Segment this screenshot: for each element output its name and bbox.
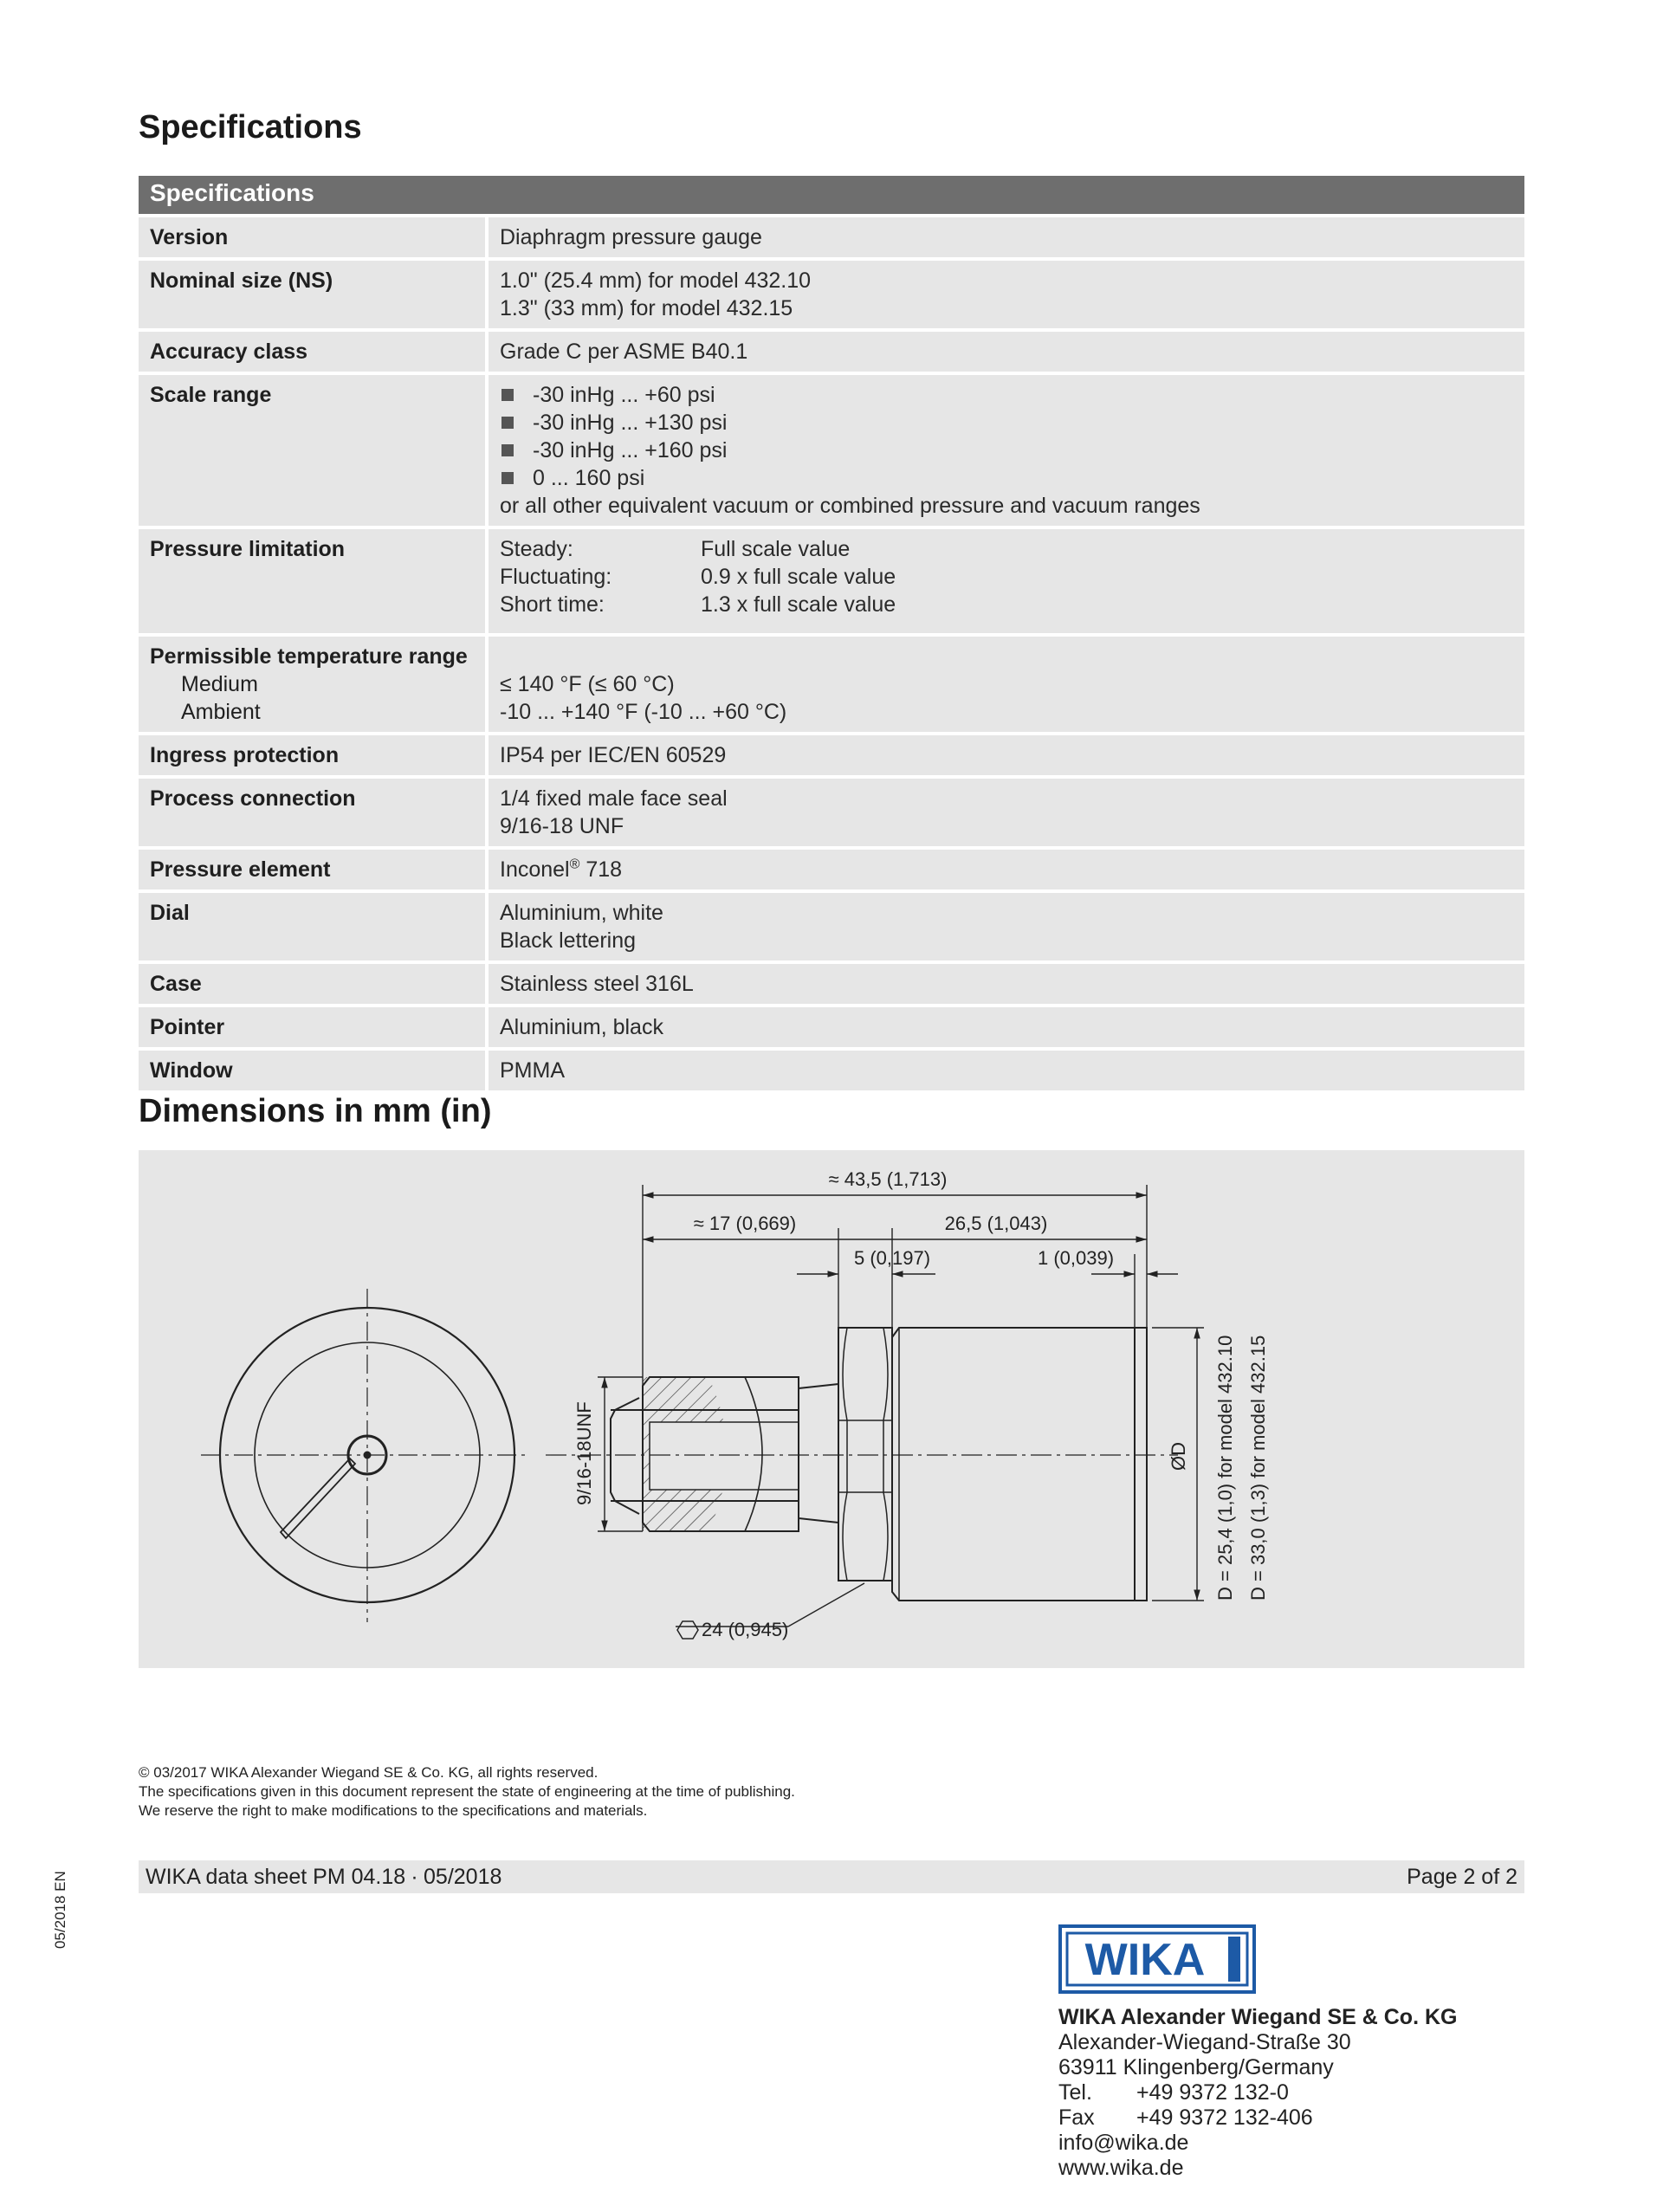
limit-value: Full scale value: [701, 537, 851, 561]
row-label: Ingress protection: [139, 735, 485, 775]
specifications-heading: Specifications: [139, 109, 362, 146]
disclaimer-line: The specifications given in this document represent the state of engineering at the time of publishing.: [139, 1783, 795, 1800]
bullet-item: [500, 381, 1513, 409]
value-line: Aluminium, white: [500, 901, 663, 925]
row-label: Scale range: [139, 375, 485, 526]
bullet-square-icon: [501, 444, 514, 456]
specifications-table: [139, 176, 1524, 1090]
hex-size-label: 24 (0,945): [702, 1619, 789, 1640]
row-label: Pressure limitation: [139, 529, 485, 633]
wika-logo-image: [1058, 1924, 1256, 1994]
page-number: Page 2 of 2: [1407, 1865, 1517, 1889]
bullet-square-icon: [501, 417, 514, 429]
bullet-square-icon: [501, 389, 514, 401]
bullet-text: -30 inHg ... +60 psi: [533, 383, 715, 407]
scale-note: or all other equivalent vacuum or combined pressure and vacuum ranges: [500, 494, 1200, 518]
email-link[interactable]: info@wika.de: [1058, 2131, 1189, 2155]
row-dial: [139, 893, 1524, 960]
hexagon-icon: [677, 1621, 698, 1639]
street: Alexander-Wiegand-Straße 30: [1058, 2030, 1351, 2054]
diameter-label: ØD: [1168, 1442, 1189, 1471]
row-value: Stainless steel 316L: [489, 964, 1524, 1004]
row-pressure-element: [139, 850, 1524, 889]
value-line: 9/16-18 UNF: [500, 814, 624, 838]
value-line: 1.3" (33 mm) for model 432.15: [500, 296, 793, 320]
row-value: IP54 per IEC/EN 60529: [489, 735, 1524, 775]
limit-key: Steady:: [500, 537, 573, 561]
pointer-needle: [281, 1458, 355, 1538]
row-accuracy: [139, 332, 1524, 372]
modifications-line: We reserve the right to make modifications to the specifications and materials.: [139, 1802, 648, 1819]
temperature-label: Permissible temperature range: [150, 644, 468, 669]
limit-line: [500, 563, 1513, 591]
row-value: PMMA: [489, 1051, 1524, 1090]
bullet-item: [500, 409, 1513, 437]
website-link[interactable]: www.wika.de: [1058, 2156, 1184, 2180]
row-temperature: [139, 637, 1524, 732]
hex-flange: [799, 1384, 838, 1523]
ambient-label: Ambient: [181, 700, 261, 724]
table-header: [139, 176, 1524, 214]
row-ingress: [139, 735, 1524, 775]
bullet-item: [500, 437, 1513, 464]
side-edition-code: 05/2018 EN: [52, 1871, 68, 1949]
fax-value: +49 9372 132-406: [1136, 2105, 1313, 2130]
limit-key: Fluctuating:: [500, 565, 612, 589]
company-address: [1058, 2005, 1457, 2181]
dim-17-label: ≈ 17 (0,669): [693, 1213, 797, 1234]
value-line: 1.0" (25.4 mm) for model 432.10: [500, 268, 812, 293]
row-value: [489, 779, 1524, 846]
gauge-front-view: [201, 1289, 530, 1622]
dimension-drawing-panel: [139, 1150, 1524, 1668]
wika-logo: [1058, 1924, 1256, 1994]
footer-bar: [139, 1860, 1524, 1893]
row-value: [489, 893, 1524, 960]
copyright-line: © 03/2017 WIKA Alexander Wiegand SE & Co. KG, all rights reserved.: [139, 1764, 599, 1781]
row-process-connection: [139, 779, 1524, 846]
limit-value: 0.9 x full scale value: [701, 565, 896, 589]
bullet-text: -30 inHg ... +130 psi: [533, 411, 728, 435]
row-nominal-size: [139, 261, 1524, 328]
row-label: Window: [139, 1051, 485, 1090]
row-pointer: [139, 1007, 1524, 1047]
row-value: [489, 529, 1524, 633]
fax-label: Fax: [1058, 2105, 1095, 2130]
value-main: Inconel: [500, 857, 570, 882]
bullet-item: [500, 464, 1513, 492]
nipple-tip: [611, 1398, 639, 1514]
row-value: [489, 637, 1524, 732]
limit-line: [500, 591, 1513, 618]
row-pressure-limitation: [139, 529, 1524, 633]
tel-value: +49 9372 132-0: [1136, 2080, 1289, 2105]
row-label: [139, 637, 485, 732]
ambient-value: -10 ... +140 °F (-10 ... +60 °C): [500, 700, 787, 724]
dim-26-label: 26,5 (1,043): [944, 1213, 1048, 1234]
bullet-text: 0 ... 160 psi: [533, 466, 645, 490]
dim-5-label: 5 (0,197): [853, 1247, 931, 1269]
row-label: Case: [139, 964, 485, 1004]
value-tail: 718: [579, 857, 623, 882]
gauge-side-view: [546, 1328, 1178, 1601]
value-line: 1/4 fixed male face seal: [500, 786, 728, 811]
fax-line: [1058, 2105, 1457, 2131]
bullet-text: -30 inHg ... +160 psi: [533, 438, 728, 462]
table-header-label: Specifications: [150, 179, 314, 206]
row-value: Aluminium, black: [489, 1007, 1524, 1047]
d-model-10-label: D = 25,4 (1,0) for model 432.10: [1214, 1335, 1236, 1601]
d-model-15-label: D = 33,0 (1,3) for model 432.15: [1247, 1335, 1269, 1601]
row-version: [139, 217, 1524, 257]
medium-label: Medium: [181, 672, 258, 696]
row-value: [489, 850, 1524, 889]
row-window: [139, 1051, 1524, 1090]
row-value: [489, 261, 1524, 328]
company-name: WIKA Alexander Wiegand SE & Co. KG: [1058, 2005, 1458, 2029]
city: 63911 Klingenberg/Germany: [1058, 2055, 1334, 2079]
bore: [650, 1422, 799, 1490]
limit-value: 1.3 x full scale value: [701, 592, 896, 617]
window-ring: [1135, 1328, 1147, 1601]
row-label: Nominal size (NS): [139, 261, 485, 328]
row-value: [489, 375, 1524, 526]
dim-total-label: ≈ 43,5 (1,713): [828, 1168, 948, 1190]
limit-key: Short time:: [500, 592, 605, 617]
row-label: Accuracy class: [139, 332, 485, 372]
limit-line: [500, 535, 1513, 563]
bullet-square-icon: [501, 472, 514, 484]
svg-text:WIKA: WIKA: [1084, 1935, 1206, 1985]
row-label: Pointer: [139, 1007, 485, 1047]
value-line: Black lettering: [500, 928, 637, 953]
registered-mark: ®: [569, 857, 580, 872]
row-case: [139, 964, 1524, 1004]
row-label: Process connection: [139, 779, 485, 846]
dimension-drawing: [139, 1150, 1524, 1668]
row-label: Version: [139, 217, 485, 257]
row-value: Grade C per ASME B40.1: [489, 332, 1524, 372]
row-value: Diaphragm pressure gauge: [489, 217, 1524, 257]
pointer-pin: [364, 1452, 371, 1458]
dim-1-label: 1 (0,039): [1037, 1247, 1115, 1269]
row-label: Dial: [139, 893, 485, 960]
case-body: [892, 1328, 1135, 1601]
dimensions-heading: Dimensions in mm (in): [139, 1093, 492, 1129]
medium-value: ≤ 140 °F (≤ 60 °C): [500, 672, 675, 696]
tel-line: [1058, 2080, 1457, 2105]
thread-label: 9/16-18UNF: [573, 1401, 595, 1505]
datasheet-reference: WIKA data sheet PM 04.18 ∙ 05/2018: [146, 1865, 502, 1889]
row-scale-range: [139, 375, 1524, 526]
tel-label: Tel.: [1058, 2080, 1092, 2105]
row-label: Pressure element: [139, 850, 485, 889]
